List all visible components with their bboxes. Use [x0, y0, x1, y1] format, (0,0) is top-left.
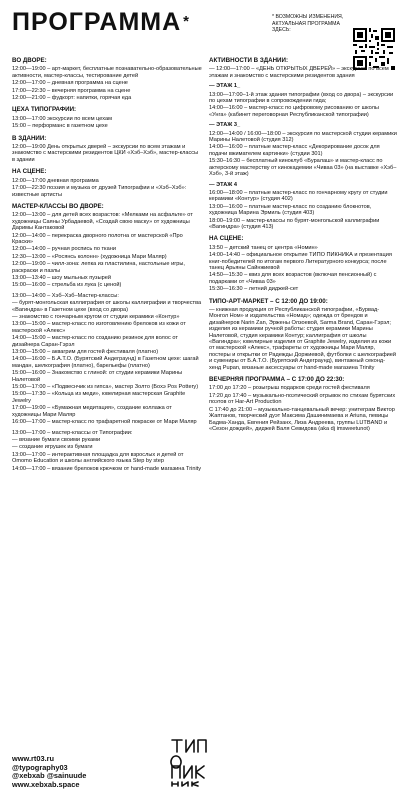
section-heading-activities: АКТИВНОСТИ В ЗДАНИИ: [209, 57, 288, 64]
list-item: — знакомство с гончарным кругом от студии керамики «Контур» [12, 314, 180, 320]
list-item: 12:00—19:00 – арт-маркет, бесплатные познавательно-образовательные активности, мастер-классы, тестирование детей [12, 66, 202, 79]
section-heading-stage-right: НА СЦЕНЕ: [209, 235, 244, 243]
list-item: 12:00—13:00 – для детей всех возрастов: «Мелками на асфальте» от художницы Саяны Урбадаевой, «Создай свою маску» от художницы Даримы Кантаковой [12, 212, 193, 232]
list-item: 15:00—17:30 – «Кольца из меди», ювелирная мастерская Graphite Jewelry [12, 391, 186, 404]
list-item: 13:50 – детский танец от центра «Номин» [209, 244, 318, 251]
section-heading-typography: ЦЕХА ТИПОГРАФИИ: [12, 106, 77, 114]
floor-separator: — ЭТАЖ 4 [209, 181, 237, 188]
list-item: 17:00—22:30 поэзия и музыка от друзей Типографии и «Хэб–Хэб»: известные артисты [12, 185, 187, 198]
list-item: 13:00—17:00–1-й этаж здания типографии (вход со двора) – экскурсии по цехам типографии в сопровождении гида; [209, 91, 394, 105]
list-item: С 17:40 до 21:00 – музыкально-танцевальный вечер: унитеграм Виктор Жаптанов, творческий дуэт Максима Дашинимаева и Ariuna, певицы Бадма-Ханда, Евгения Рейзанх, Лиза Андреева, группы LUTBAND и «Сезон дождей», диджей Валя Севидова (aka dj imsweetunot) [209, 406, 395, 432]
list-item: 12:00—17:00 дневная программа [12, 177, 99, 184]
list-item: 13:00—16:00 – платные мастер-класс по созданию блокнотов, художница Марина Эрмиль (студия 403) [209, 203, 372, 217]
list-item: 13:00—13:40 – шоу мыльных пузырей [12, 274, 111, 281]
section-heading-masterclasses: МАСТЕР-КЛАССЫ ВО ДВОРЕ: [12, 202, 104, 210]
right-column [209, 52, 397, 433]
list-item: 14:00—15:00 – мастер-класс по созданию резинок для волос от дизайнера Саран-Гэрэл [12, 335, 178, 348]
instagram-link[interactable]: @typography03 [12, 762, 68, 772]
list-item: 15:30–16:30 – бесплатный киноклуб «Буралаш» и мастер-класс по актерскому мастерству от кинокадемии «Чиваа 03» (на выставке «Хэб–Хэб», 3-й этаж) [209, 158, 397, 178]
list-item: 15:00—16:00 – стрельба из лука (с ценой) [12, 282, 122, 289]
list-item: 17:20 до 17:40 – музыкально-поэтический отрывок по стихам бурятских поэтов от Har-Art Production [209, 392, 396, 406]
list-item: 13:00—17:00 экскурсии по всем цехам [12, 115, 112, 122]
list-item: 12:00—21:00 – фудкорт: напитки, горячая еда [12, 95, 132, 102]
list-item: 13:00—17:00 – мастер-классы от Типографии: [12, 429, 133, 436]
list-item: 13:00—17:00 – интерактивная площадка для взрослых и детей от Omomo Education и школы английского языка Step by step [12, 451, 184, 465]
list-item: 15:30—16:30 – летний диджей-сет [209, 286, 299, 293]
list-item: 14:00—16:00 – мастер-класс по цифровому рисованию от школы «Унга» (кабинет переговорная Республиканской типографии) [209, 105, 379, 118]
list-item: 12:00—14:00 / 16:00—18:00 – экскурсия по мастерской студии керамики Марины Налетовой (студия 312) [209, 130, 397, 144]
website-link-2[interactable]: www.xebxab.space [12, 779, 80, 789]
title-asterisk: * [183, 13, 191, 30]
section-heading-yard: ВО ДВОРЕ: [12, 57, 47, 64]
list-item: — вязание бумаги своими руками [12, 436, 101, 443]
section-heading-stage: НА СЦЕНЕ: [12, 168, 47, 176]
page-title [12, 8, 190, 36]
list-item: — бурят-монгольская каллиграфия от школы каллиграфии и творчества «Вагиндра» в Газетном цехе (вход со двора) [12, 300, 202, 313]
list-item: — книжная продукция от Республиканской типографии, «Бурвад-Монгол Ном» и издательства «Номад»; одежда от брендов и дизайнеров Narin Zan, Эржены Олзоевой, Sarma Brand, Саран-Гэрэл; изделия из керамики ручной работы: студия керамики Марины Налетовой, студия керамики Контур; каллиграфия от школы «Вагиндра»; ювелирные изделия от Graphite Jewelry, изделия из кожи от мастерской «Алекс», трафареты от художницы Мари Маляр, постеры и открытки от Радежды Доржиевой, футболки с шелкографией и сувениры от Б.А.Т.О. (Бурятский Андеграунд), винтажный секонд-хенд Pupan, вязаные аксессуары от hand-made магазина Trinity [209, 307, 397, 371]
list-item: 16:00—17:00 – мастер-класс по трафаретной покраске от Мари Маляр [12, 419, 197, 426]
section-heading-building: В ЗДАНИИ: [12, 134, 47, 142]
list-item: — создание игрушек из бумаги [12, 444, 93, 451]
list-item: 12:00—19:00 – чилл-зона: лепка из пластилина, настольные игры, раскраски и пазлы [12, 261, 185, 274]
floor-separator: — ЭТАЖ 1_ [209, 83, 241, 90]
list-item: 12:00—14:00 – перекраска дворного полотна от мастерской «Про Краски» [12, 232, 183, 245]
list-item: 14:00—16:00 – Б.А.Т.О. (Бурятский Андеграунд) в Газетном цехе: шагай мандан, шелкография (платно), барельефы (платно) [12, 356, 199, 369]
list-item: 16:00—18:00 – платные мастер-класс по гончарному кругу от студии керамики «Контур» (студия 402) [209, 189, 388, 203]
list-item: 13:00—15:00 – аквагрим для гостей фестиваля (платно) [12, 349, 159, 356]
list-item: 13:00—14:00 – Хэб–Хэб–Мастер-классы: [12, 292, 119, 299]
list-item: 15:00—17:00 – «Подвеснчик из гипса», мастер Золто (Бохэ Pos Pottery) [12, 384, 199, 391]
list-item: 12:00—14:00 – ручная роспись по ткани [12, 246, 116, 253]
list-item: 14:50—15:30 – квиз для всех возрастов (включая пенсионный) с подарками от «Чиваа 03» [209, 272, 377, 285]
footer-links [12, 755, 86, 789]
left-column [12, 52, 202, 473]
list-item: 14:00—16:00 – платные мастер-класс «Декорирование досок для подачи вжимателем картинки» (студии 301) [209, 144, 380, 157]
list-item: 18:00–19:00 – мастер-классы по бурят-монгольской каллиграфии «Вагиндра» (студия 413) [209, 217, 380, 230]
floor-separator: — ЭТАЖ 3_ [209, 122, 241, 129]
list-item: 12:00—19:00 День открытых дверей – экскурсии по всем этажам и знакомство с мастерскими резидентов ЦКИ «Хэб–Хэб», мастер-классы в здании [12, 144, 199, 163]
list-item: 13:00—15:00 – мастер-класс по изготовлению брелоков из кожи от мастерской «Алекс» [12, 321, 186, 334]
website-link[interactable]: www.rt03.ru [12, 754, 55, 763]
social-link[interactable]: @xebxab @sainuude [12, 771, 87, 781]
changes-note: * ВОЗМОЖНЫ ИЗМЕНЕНИЯ, АКТУАЛЬНАЯ ПРОГРАММА ЗДЕСЬ: [272, 14, 344, 34]
list-item: 12:00—17:00 – дневная программа на сцене [12, 80, 128, 87]
list-item: 15:00 – перформанс в газетном цехе [12, 123, 108, 130]
list-item: — 12:00—17:00 – «ДЕНЬ ОТКРЫТЫХ ДВЕРЕЙ» – экскурсии по всем этажам и знакомство с мастерскими резидентов здания [209, 66, 389, 79]
list-item: 15:00—16:00 – Знакомство с глиной: от студии керамики Марины Налетовой [12, 370, 183, 383]
list-item: 12:30—13:00 – «Росянсь колонн» (художница Мари Маляр) [12, 253, 167, 260]
section-heading-evening: ВЕЧЕРНЯЯ ПРОГРАММА – С 17:00 ДО 22:30: [209, 376, 345, 384]
tipo-piknik-logo [168, 736, 212, 788]
list-item: 17:00 до 17:20 – розыгрыш подарков среди гостей фестиваля [209, 385, 370, 392]
section-heading-market: ТИПО-АРТ-МАРКЕТ – С 12:00 ДО 19:00: [209, 297, 328, 305]
list-item: 14:00–14:40 – официальное открытие ТИПО ПИКНИКА и презентация книг-победителей по итогам первого Литературного конкурса; после танец Арьяны Сайнжиевой [209, 252, 392, 271]
list-item: 14:00—17:00 – вязание брелоков крючком от hand-made магазина Trinity [12, 465, 202, 472]
list-item: 17:00—22:30 – вечерняя программа на сцене [12, 87, 131, 94]
title-text: ПРОГРАММА [12, 8, 182, 36]
list-item: 17:00—19:00 – «Бумажная медитация», создание коллажа от художницы Мари Маляр [12, 405, 172, 418]
